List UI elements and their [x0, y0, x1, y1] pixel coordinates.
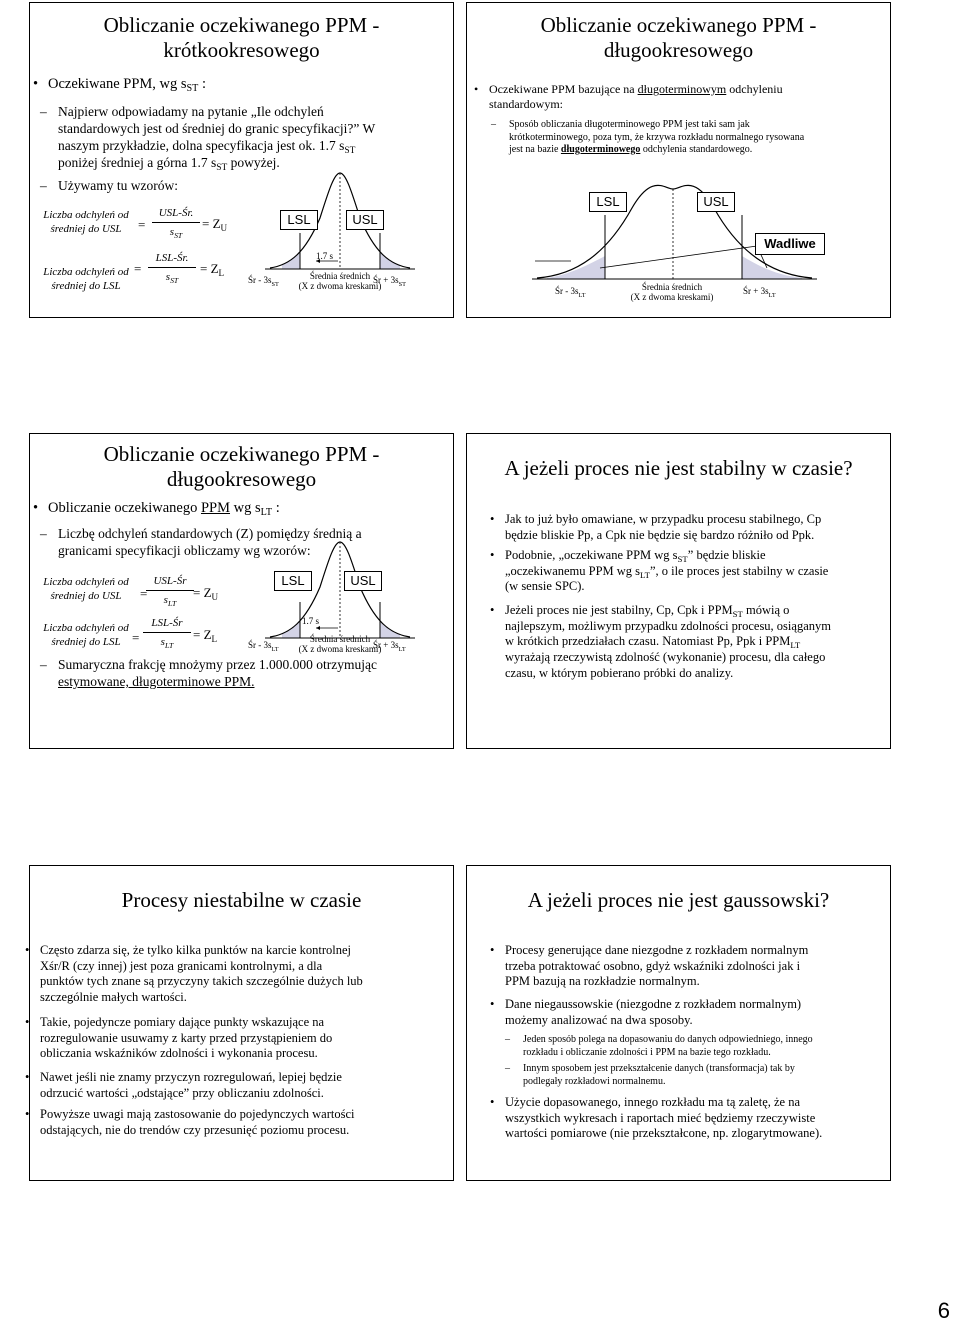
text-line: krótkoterminowego, poza tym, że krzywa rozkładu normalnego rysowana [509, 131, 805, 143]
slide-long-term-calc [29, 433, 454, 749]
text: s [169, 226, 175, 239]
text-line: granicami specyfikacji obliczamy wg wzorów: [58, 542, 311, 558]
bullet-icon: • [474, 82, 479, 96]
text-line: rozkładu i obliczanie zdolności i PPM na bazie tego rozkładu. [523, 1046, 771, 1058]
text-line: będzie bliskie Pp, a Cpk nie będzie się bardzo różniło od Ppk. [505, 527, 815, 542]
text-line: rozregulowanie usuwamy z karty przed przystąpieniem do [40, 1030, 333, 1045]
axis-left-label [248, 275, 279, 288]
text: Obliczanie oczekiwanego [48, 500, 201, 516]
dash-icon: – [40, 526, 47, 541]
subscript: U [220, 223, 228, 233]
text-line: Najpierw odpowiadamy na pytanie „Ile odchyleń [58, 104, 324, 119]
normal-curve-diagram [467, 3, 892, 319]
subscript: LT [790, 640, 801, 651]
text-line: standardowym: [489, 97, 563, 111]
text: Jeżeli proces nie jest stabilny, Cp, Cpk i PPM [505, 603, 733, 617]
bullet-icon: • [490, 997, 495, 1011]
dash-icon: – [491, 119, 496, 130]
text-line: Liczba odchyleń od [43, 576, 129, 588]
axis-left-label [555, 286, 586, 299]
text: Śr - 3s [248, 275, 272, 285]
text: s [165, 271, 171, 284]
subscript: ST [174, 231, 183, 241]
subscript: ST [677, 554, 688, 564]
text: Oczekiwane PPM bazujące na [489, 82, 638, 96]
bullet-text: : [198, 76, 207, 92]
text-line: Sumaryczna frakcję mnożymy przez 1.000.000 otrzymując [58, 657, 378, 672]
text-line: średniej do LSL [51, 280, 121, 293]
text-line: wartości pomiarowe (nie przekształcone, np. zlogarytmowane). [505, 1126, 823, 1141]
bullet-icon: • [33, 76, 39, 92]
bullet-icon: • [490, 512, 495, 526]
text-line: Takie, pojedyncze pomiary dające punkty wskazujące na [40, 1015, 325, 1029]
text: Śr - 3s [248, 640, 272, 650]
title-line: Obliczanie oczekiwanego PPM - [103, 13, 380, 37]
text: ” będzie bliskie [687, 548, 766, 562]
text-line: Liczba odchyleń od [43, 622, 129, 634]
text-line: Xśr/R (czy innej) jest poza granicami kontrolnymi, a dla [40, 958, 323, 973]
dash-icon: – [40, 657, 47, 672]
text-line: odstających, nie do trendów czy przesunięć poziomu procesu. [40, 1122, 350, 1137]
text: s [160, 636, 165, 649]
slide-non-gaussian [466, 865, 891, 1181]
bullet-icon: • [25, 943, 30, 957]
text-line: (X z dwoma kreskami) [298, 281, 382, 291]
lsl-label: LSL [274, 571, 312, 591]
text-line: Średnia średnich [309, 271, 371, 281]
numerator: LSL-Śr. [155, 252, 189, 264]
usl-label: USL [344, 571, 382, 591]
text-line: Użycie dopasowanego, innego rozkładu ma tą zaletę, że na [505, 1095, 801, 1109]
text-line: Dane niegaussowskie (niezgodne z rozkładem normalnym) [505, 997, 802, 1011]
subscript: U [211, 592, 219, 602]
slide-title: A jeżeli proces nie jest gaussowski? [527, 888, 830, 912]
axis-right-label [743, 286, 776, 299]
subscript: LT [768, 292, 776, 299]
text: jest na bazie [509, 144, 561, 155]
title-line: krótkookresowego [163, 38, 320, 63]
text-line: (X z dwoma kreskami) [630, 292, 714, 302]
bullet-text: Oczekiwane PPM, wg s [48, 76, 187, 92]
equals-sign: = [134, 261, 142, 276]
axis-right-label [373, 275, 406, 288]
dash-icon: – [40, 178, 47, 193]
bullet [25, 1015, 440, 1062]
text-line: Sposób obliczania długoterminowego PPM jest taki sam jak [509, 119, 750, 130]
usl-label: USL [697, 192, 735, 212]
defective-label: Wadliwe [755, 233, 825, 255]
text-line [505, 548, 885, 564]
bullet [25, 1070, 440, 1101]
subscript: ST [344, 145, 356, 156]
subscript: ST [271, 281, 279, 288]
text-line: Nawet jeśli nie znamy przyczyn rozregulowań, lepiej będzie [40, 1070, 342, 1084]
bullet-icon: • [25, 1070, 30, 1084]
text: długoterminowego [560, 144, 641, 155]
text: poniżej średniej a górna 1.7 s [58, 154, 217, 170]
text-line: czasu, w którym pobierano próbki do analizy. [505, 665, 734, 680]
bullet-icon: • [25, 1015, 30, 1029]
text-line [505, 564, 885, 580]
numerator: USL-Śr [153, 575, 187, 587]
text-line: Procesy generujące dane niezgodne z rozkładem normalnym [505, 943, 809, 957]
title-line: długookresowego [166, 467, 317, 492]
bullet [490, 548, 885, 595]
text-line: średniej do LSL [51, 636, 121, 649]
text-line: Jak to już było omawiane, w przypadku procesu stabilnego, Cp [505, 512, 822, 526]
bullet [25, 943, 440, 1006]
text: w krótkich przedziałach czasu. Natomiast Pp, Ppk i PPM [505, 634, 791, 649]
text-line [505, 603, 885, 619]
slide-unstable-in-time [25, 865, 454, 1181]
usl-label: USL [346, 210, 384, 230]
axis-left-label [248, 640, 279, 653]
text: = Z [193, 585, 212, 600]
text-line: wszystkich wykresach i raportach mieć będziemy rzeczywiste [505, 1110, 816, 1125]
text-line: estymowane, długoterminowe PPM. [58, 673, 255, 689]
text-line: najlepszym, możliwym przypadku zdolności procesu, osiąganym [505, 618, 831, 633]
text-line: obliczania wskaźników zdolności i wykonania procesu. [40, 1046, 318, 1061]
text-line: PPM bazują na rozkładzie normalnym. [505, 974, 700, 989]
text: Podobnie, „oczekiwane PPM wg s [505, 548, 678, 562]
text: mówią o [742, 603, 790, 617]
text: PPM [200, 500, 231, 516]
equals-sign: = [140, 586, 148, 601]
text: s [163, 594, 168, 607]
dash-icon: – [505, 1063, 510, 1074]
sigma-label: 1.7 s [302, 616, 320, 626]
text-line [505, 634, 885, 650]
sigma-label: 1.7 s [316, 251, 334, 261]
subscript: LT [271, 646, 279, 653]
text-line: średniej do USL [50, 223, 122, 236]
numerator: USL-Śr. [158, 207, 194, 219]
bullet [490, 997, 885, 1028]
subscript: ST [216, 162, 228, 173]
bell-curve [537, 185, 812, 278]
bullet [490, 512, 885, 543]
slide-title: A jeżeli proces nie jest stabilny w czasie? [504, 456, 853, 480]
text: „oczekiwanemu PPM wg s [505, 563, 641, 578]
subscript: L [211, 634, 218, 644]
bullet [25, 1107, 440, 1138]
sub-bullet [40, 657, 448, 691]
dash-icon: – [505, 1034, 510, 1045]
normal-curve-diagram [30, 434, 455, 750]
text-line: (X z dwoma kreskami) [298, 644, 382, 654]
subscript: ST [170, 276, 179, 286]
text-line: możemy analizować na dwa sposoby. [505, 1012, 693, 1027]
text: = Z [200, 261, 219, 276]
text-line: punktów tych znane są przyczyny takich szczególnie dużych lub [40, 974, 363, 989]
text-line: Liczba odchyleń od [43, 266, 129, 278]
text-line: Powyższe uwagi mają zastosowanie do pojedynczych wartości [40, 1107, 355, 1121]
bullet-icon: • [490, 1095, 495, 1109]
bullet-icon: • [33, 500, 39, 516]
text: powyżej. [227, 154, 280, 170]
subscript: LT [260, 507, 273, 518]
bullet [490, 943, 885, 990]
text-line: Średnia średnich [641, 282, 703, 292]
lsl-label: LSL [280, 210, 318, 230]
text-line: odrzucić wartości „odstające” przy obliczaniu zdolności. [40, 1085, 324, 1100]
text: = Z [202, 216, 221, 231]
page-number: 6 [937, 1298, 950, 1323]
text-line: Średnia średnich [309, 634, 371, 644]
sub-bullet [505, 1063, 883, 1088]
bullet-icon: • [490, 603, 495, 617]
subscript: ST [186, 83, 199, 94]
dash-icon: – [40, 104, 47, 119]
numerator: LSL-Śr [151, 617, 183, 629]
text-line: Liczba odchyleń od [43, 209, 129, 221]
slide-long-term-ppm [466, 2, 891, 318]
text: = Z [193, 627, 212, 642]
bullet-icon: • [490, 943, 495, 957]
axis-right-label [373, 640, 406, 653]
text: Śr + 3s [373, 275, 399, 285]
title-line: Obliczanie oczekiwanego PPM - [540, 13, 817, 37]
slide-unstable-process [466, 433, 891, 749]
text-line: Często zdarza się, że tylko kilka punktów na karcie kontrolnej [40, 943, 352, 957]
text-line: podlegały rozkładowi normalnemu. [523, 1075, 666, 1087]
subscript: LT [578, 292, 586, 299]
subscript: L [218, 268, 225, 278]
lsl-label: LSL [589, 192, 627, 212]
arrow-head-icon [316, 626, 320, 630]
sub-bullet [505, 1034, 883, 1059]
slide-title: Procesy niestabilne w czasie [121, 888, 362, 912]
slide-short-term-ppm [29, 2, 454, 318]
subscript: ST [398, 281, 406, 288]
equals-sign: = [132, 630, 140, 645]
subscript: LT [398, 646, 406, 653]
text: odchyleniu [726, 82, 783, 96]
text: długoterminowym [637, 82, 727, 96]
subscript: ST [732, 609, 743, 619]
text: ”, o ile proces jest stabilny w czasie [649, 563, 829, 578]
text-line: (w sensie SPC). [505, 579, 585, 594]
subscript: LT [164, 641, 174, 651]
text-line: wyrażają rzeczywistą zdolność (wykonanie) procesu, dla całego [505, 649, 826, 664]
text: wg s [230, 500, 261, 516]
subscript: LT [167, 599, 177, 609]
bullet [490, 1095, 885, 1142]
text-line: trzeba potraktować osobno, gdyż wskaźniki zdolności jak i [505, 958, 801, 973]
text: Śr + 3s [373, 640, 399, 650]
title-line: Obliczanie oczekiwanego PPM - [103, 442, 380, 466]
wadliwe-pointer [600, 246, 757, 268]
bullet-icon: • [25, 1107, 30, 1121]
text: : [272, 500, 280, 516]
equals-sign: = [138, 217, 146, 232]
text: Używamy tu wzorów: [58, 178, 178, 193]
bullet [490, 603, 885, 681]
text-line: Innym sposobem jest przekształcenie danych (transformacja) tak by [523, 1063, 795, 1074]
text: Śr - 3s [555, 286, 579, 296]
title-line: długookresowego [603, 38, 754, 63]
mean-label [617, 282, 727, 302]
text-line: standardowych jest od średniej do granic specyfikacji?” W [58, 120, 376, 136]
text: odchylenia standardowego. [640, 144, 753, 155]
text-line: średniej do USL [50, 590, 122, 603]
text-line: szczególnie małych wartości. [40, 989, 187, 1004]
text: Śr + 3s [743, 286, 769, 296]
subscript: LT [640, 569, 650, 580]
bullet-icon: • [490, 548, 495, 562]
text-line: Jeden sposób polega na dopasowaniu do danych odpowiedniego, innego [523, 1034, 813, 1045]
text-line: Liczbę odchyleń standardowych (Z) pomiędzy średnią a [58, 526, 362, 541]
text: naszym przykładzie, dolna specyfikacja jest ok. 1.7 s [58, 137, 345, 153]
